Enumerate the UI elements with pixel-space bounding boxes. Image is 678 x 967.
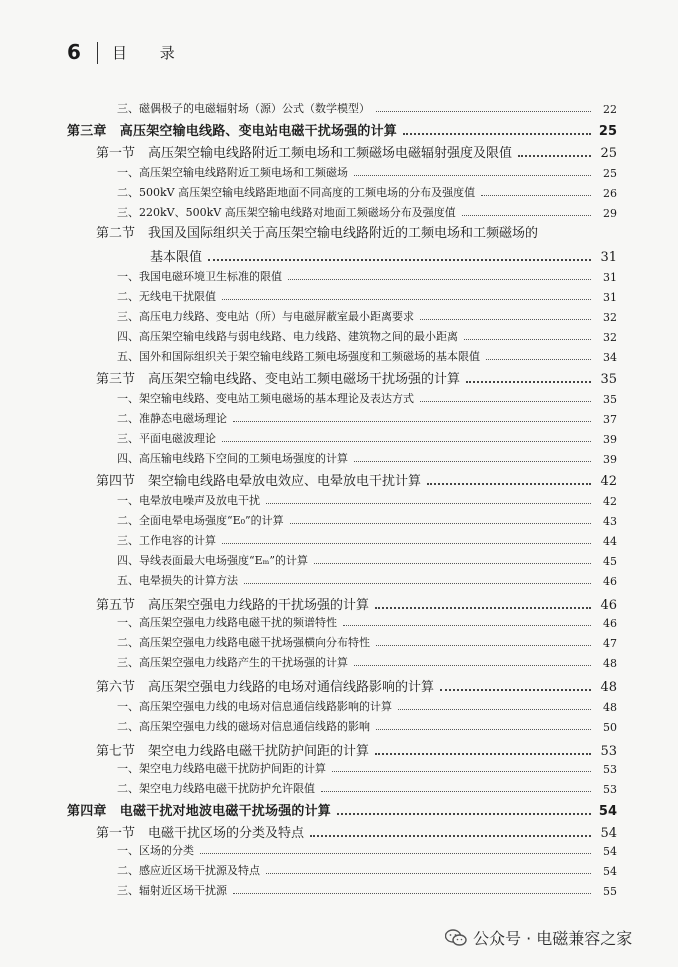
toc-section-entry[interactable] bbox=[96, 740, 617, 759]
dot-leader bbox=[314, 563, 591, 564]
toc-item-entry[interactable] bbox=[117, 532, 617, 548]
toc-entry-page-number: 46 bbox=[603, 575, 617, 588]
toc-entry-page-number: 54 bbox=[598, 804, 617, 819]
dot-leader bbox=[290, 523, 591, 524]
toc-item-entry[interactable] bbox=[117, 698, 617, 714]
dot-leader bbox=[486, 359, 591, 360]
dot-leader bbox=[337, 813, 591, 815]
toc-entry-label: 第三节 高压架空输电线路、变电站工频电磁场干扰场强的计算 bbox=[96, 372, 461, 387]
toc-entry-label: 第五节 高压架空强电力线路的干扰场强的计算 bbox=[96, 598, 370, 613]
wechat-icon bbox=[445, 929, 467, 947]
toc-entry-label: 一、我国电磁环境卫生标准的限值 bbox=[117, 270, 282, 283]
toc-entry-page-number: 50 bbox=[603, 721, 617, 734]
toc-entry-label: 三、辐射近区场干扰源 bbox=[117, 884, 227, 897]
toc-entry-page-number: 46 bbox=[600, 598, 617, 613]
toc-item-entry[interactable] bbox=[117, 552, 617, 568]
dot-leader bbox=[466, 381, 591, 383]
dot-leader bbox=[376, 729, 591, 730]
toc-entry-page-number: 54 bbox=[603, 845, 617, 858]
watermark-text: 公众号 · 电磁兼容之家 bbox=[473, 929, 633, 948]
dot-leader bbox=[222, 543, 591, 544]
toc-entry-label: 二、高压架空强电力线的磁场对信息通信线路的影响 bbox=[117, 720, 370, 733]
toc-entry-label: 二、高压架空强电力线路电磁干扰场强横向分布特性 bbox=[117, 636, 370, 649]
toc-section-entry[interactable] bbox=[96, 470, 617, 489]
toc-chapter-entry[interactable] bbox=[67, 120, 617, 139]
page-title: 目 录 bbox=[112, 44, 189, 62]
toc-entry-label: 三、220kV、500kV 高压架空输电线路对地面工频磁场分布及强度值 bbox=[117, 206, 456, 219]
dot-leader bbox=[427, 483, 591, 485]
dot-leader bbox=[462, 215, 591, 216]
toc-entry-label: 四、高压输电线路下空间的工频电场强度的计算 bbox=[117, 452, 348, 465]
toc-entry-page-number: 53 bbox=[600, 744, 617, 759]
toc-entry-label: 一、高压架空强电力线路电磁干扰的频谱特性 bbox=[117, 616, 337, 629]
toc-entry-page-number: 32 bbox=[603, 311, 617, 324]
dot-leader bbox=[266, 503, 591, 504]
toc-entry-label: 五、电晕损失的计算方法 bbox=[117, 574, 238, 587]
toc-entry-label: 第四章 电磁干扰对地波电磁干扰场强的计算 bbox=[67, 804, 332, 819]
dot-leader bbox=[233, 893, 591, 894]
dot-leader bbox=[354, 175, 591, 176]
toc-entry-page-number: 53 bbox=[603, 783, 617, 796]
toc-entry-label: 第四节 架空输电线路电晕放电效应、电晕放电干扰计算 bbox=[96, 474, 422, 489]
toc-item-entry[interactable] bbox=[117, 100, 617, 116]
dot-leader bbox=[233, 421, 591, 422]
toc-entry-label: 二、500kV 高压架空输电线路距地面不同高度的工频电场的分布及强度值 bbox=[117, 186, 476, 199]
dot-leader bbox=[321, 791, 591, 792]
dot-leader bbox=[288, 279, 591, 280]
toc-item-entry[interactable] bbox=[117, 204, 617, 220]
toc-entry-label: 一、区场的分类 bbox=[117, 844, 194, 857]
toc-entry-label: 一、架空输电线路、变电站工频电磁场的基本理论及表达方式 bbox=[117, 392, 414, 405]
toc-entry-label: 第六节 高压架空强电力线路的电场对通信线路影响的计算 bbox=[96, 680, 435, 695]
toc-entry-label: 基本限值 bbox=[150, 250, 203, 265]
toc-entry-page-number: 37 bbox=[603, 413, 617, 426]
dot-leader bbox=[332, 771, 591, 772]
dot-leader bbox=[518, 155, 591, 157]
toc-entry-page-number: 31 bbox=[600, 250, 617, 265]
toc-item-entry[interactable] bbox=[117, 328, 617, 344]
toc-entry-page-number: 54 bbox=[603, 865, 617, 878]
dot-leader bbox=[376, 645, 591, 646]
toc-entry-label: 一、高压架空强电力线的电场对信息通信线路影响的计算 bbox=[117, 700, 392, 713]
toc-section-title-line1: 第二节 我国及国际组织关于高压架空输电线路附近的工频电场和工频磁场的 bbox=[96, 226, 539, 241]
toc-entry-label: 二、全面电晕电场强度“E₀”的计算 bbox=[117, 514, 284, 527]
toc-entry-page-number: 25 bbox=[598, 124, 617, 139]
toc-entry-page-number: 53 bbox=[603, 763, 617, 776]
toc-entry-label: 第一节 电磁干扰区场的分类及特点 bbox=[96, 826, 305, 841]
toc-item-entry[interactable] bbox=[117, 164, 617, 180]
dot-leader bbox=[440, 689, 591, 691]
toc-entry-page-number: 35 bbox=[600, 372, 617, 387]
toc-entry-page-number: 22 bbox=[603, 103, 617, 116]
toc-entry-page-number: 35 bbox=[603, 393, 617, 406]
toc-entry-label: 二、准静态电磁场理论 bbox=[117, 412, 227, 425]
toc-entry-label: 一、架空电力线路电磁干扰防护间距的计算 bbox=[117, 762, 326, 775]
toc-entry-page-number: 48 bbox=[600, 680, 617, 695]
watermark bbox=[445, 926, 632, 949]
toc-entry-label: 三、高压架空强电力线路产生的干扰场强的计算 bbox=[117, 656, 348, 669]
toc-entry-label: 五、国外和国际组织关于架空输电线路工频电场强度和工频磁场的基本限值 bbox=[117, 350, 480, 363]
toc-entry-page-number: 44 bbox=[603, 535, 617, 548]
toc-entry-page-number: 48 bbox=[603, 657, 617, 670]
toc-entry-label: 第三章 高压架空输电线路、变电站电磁干扰场强的计算 bbox=[67, 124, 398, 139]
toc-item-entry[interactable] bbox=[117, 718, 617, 734]
toc-entry-page-number: 25 bbox=[603, 167, 617, 180]
dot-leader bbox=[403, 133, 591, 135]
toc-entry-page-number: 31 bbox=[603, 291, 617, 304]
toc-chapter-entry[interactable] bbox=[67, 800, 617, 819]
page-number: 6 bbox=[67, 40, 81, 64]
toc-entry-label: 三、高压电力线路、变电站（所）与电磁屏蔽室最小距离要求 bbox=[117, 310, 414, 323]
toc-item-entry[interactable] bbox=[117, 410, 617, 426]
toc-item-entry[interactable] bbox=[117, 184, 617, 200]
toc-section-entry[interactable] bbox=[96, 368, 617, 387]
toc-item-entry[interactable] bbox=[117, 634, 617, 650]
dot-leader bbox=[208, 259, 591, 261]
toc-entry-page-number: 42 bbox=[600, 474, 617, 489]
toc-entry-label: 三、平面电磁波理论 bbox=[117, 432, 216, 445]
dot-leader bbox=[398, 709, 591, 710]
toc-entry-page-number: 39 bbox=[603, 433, 617, 446]
toc-item-entry[interactable] bbox=[117, 572, 617, 588]
dot-leader bbox=[354, 461, 591, 462]
toc-item-entry[interactable] bbox=[117, 430, 617, 446]
toc-entry-label: 二、架空电力线路电磁干扰防护允许限值 bbox=[117, 782, 315, 795]
toc-entry-label: 第七节 架空电力线路电磁干扰防护间距的计算 bbox=[96, 744, 370, 759]
page-header bbox=[67, 40, 627, 66]
toc-item-entry[interactable] bbox=[117, 308, 617, 324]
dot-leader bbox=[266, 873, 591, 874]
toc-entry-page-number: 29 bbox=[603, 207, 617, 220]
dot-leader bbox=[376, 111, 591, 112]
toc-entry-page-number: 32 bbox=[603, 331, 617, 344]
toc-entry-page-number: 55 bbox=[603, 885, 617, 898]
header-divider bbox=[97, 42, 98, 64]
toc-entry-page-number: 31 bbox=[603, 271, 617, 284]
toc-entry-page-number: 47 bbox=[603, 637, 617, 650]
dot-leader bbox=[420, 401, 591, 402]
dot-leader bbox=[244, 583, 591, 584]
dot-leader bbox=[464, 339, 591, 340]
toc-entry-label: 三、工作电容的计算 bbox=[117, 534, 216, 547]
toc-entry-label: 四、高压架空输电线路与弱电线路、电力线路、建筑物之间的最小距离 bbox=[117, 330, 458, 343]
toc-item-entry[interactable] bbox=[117, 862, 617, 878]
dot-leader bbox=[222, 441, 591, 442]
toc-entry-label: 四、导线表面最大电场强度“Eₘ”的计算 bbox=[117, 554, 309, 567]
toc-item-entry[interactable] bbox=[117, 268, 617, 284]
dot-leader bbox=[354, 665, 591, 666]
toc-section-entry[interactable] bbox=[150, 246, 617, 265]
dot-leader bbox=[420, 319, 591, 320]
toc-item-entry[interactable] bbox=[117, 492, 617, 508]
toc-entry-label: 二、无线电干扰限值 bbox=[117, 290, 216, 303]
dot-leader bbox=[343, 625, 591, 626]
toc-item-entry[interactable] bbox=[117, 780, 617, 796]
toc-section-entry[interactable] bbox=[96, 594, 617, 613]
toc-entry-label: 二、感应近区场干扰源及特点 bbox=[117, 864, 260, 877]
dot-leader bbox=[200, 853, 591, 854]
toc-entry-page-number: 42 bbox=[603, 495, 617, 508]
toc-section-entry[interactable] bbox=[96, 676, 617, 695]
toc-item-entry[interactable] bbox=[117, 390, 617, 406]
toc-section-entry[interactable] bbox=[96, 822, 617, 841]
toc-entry-page-number: 54 bbox=[600, 826, 617, 841]
toc-item-entry[interactable] bbox=[117, 654, 617, 670]
dot-leader bbox=[375, 607, 591, 609]
toc-item-entry[interactable] bbox=[117, 450, 617, 466]
toc-item-entry[interactable] bbox=[117, 882, 617, 898]
toc-entry-page-number: 34 bbox=[603, 351, 617, 364]
toc-entry-page-number: 39 bbox=[603, 453, 617, 466]
toc-entry-page-number: 25 bbox=[600, 146, 617, 161]
toc-item-entry[interactable] bbox=[117, 288, 617, 304]
toc-entry-label: 第一节 高压架空输电线路附近工频电场和工频磁场电磁辐射强度及限值 bbox=[96, 146, 513, 161]
toc-item-entry[interactable] bbox=[117, 842, 617, 858]
dot-leader bbox=[310, 835, 591, 837]
toc-entry-label: 一、高压架空输电线路附近工频电场和工频磁场 bbox=[117, 166, 348, 179]
toc-entry-label: 一、电晕放电噪声及放电干扰 bbox=[117, 494, 260, 507]
dot-leader bbox=[375, 753, 591, 755]
toc-entry-page-number: 46 bbox=[603, 617, 617, 630]
toc-item-entry[interactable] bbox=[117, 512, 617, 528]
toc-item-entry[interactable] bbox=[117, 760, 617, 776]
toc-section-entry[interactable] bbox=[96, 142, 617, 161]
toc-entry-label: 三、磁偶极子的电磁辐射场（源）公式（数学模型） bbox=[117, 102, 370, 115]
toc-item-entry[interactable] bbox=[117, 614, 617, 630]
toc-entry-page-number: 45 bbox=[603, 555, 617, 568]
dot-leader bbox=[481, 195, 591, 196]
toc-entry-page-number: 26 bbox=[603, 187, 617, 200]
toc-entry-page-number: 48 bbox=[603, 701, 617, 714]
dot-leader bbox=[222, 299, 591, 300]
toc-item-entry[interactable] bbox=[117, 348, 617, 364]
toc-entry-page-number: 43 bbox=[603, 515, 617, 528]
